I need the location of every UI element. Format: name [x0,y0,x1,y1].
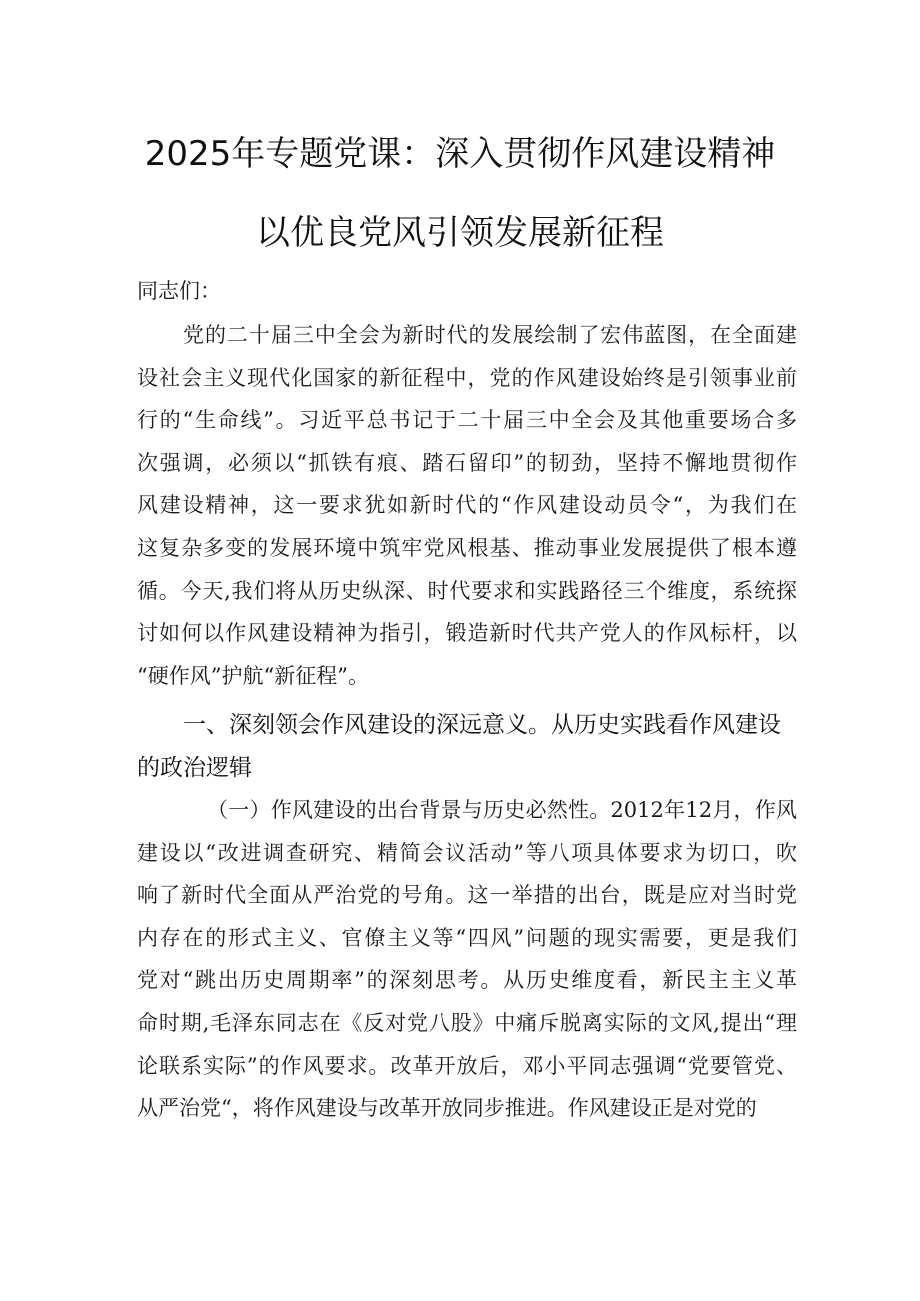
paragraph-line: 响了新时代全面从严治党的号角。这一举措的出台，既是应对当时党 [137,883,797,908]
document-title-line-1: 2025年专题党课：深入贯彻作风建设精神 [144,134,776,174]
paragraph-line: 从严治党“，将作风建设与改革开放同步推进。作风建设正是对党的 [137,1096,757,1121]
paragraph-line: （一）作风建设的出台背景与历史必然性。2012年12月，作风 [207,798,797,822]
section-heading-1 [137,704,797,790]
greeting: 同志们： [137,279,221,303]
paragraph-line: 命时期,毛泽东同志在《反对党八股》中痛斥脱离实际的文风,提出“理 [137,1010,797,1035]
paragraph-line: 次强调，必须以“抓铁有痕、踏石留印”的韧劲，坚持不懈地贯彻作 [137,450,797,475]
paragraph-line: “硬作风”护航“新征程”。 [137,663,369,688]
paragraph-intro [137,314,797,697]
paragraph-line: 风建设精神，这一要求犹如新时代的“作风建设动员令“，为我们在 [137,493,797,518]
heading-line: 的政治逻辑 [137,755,252,781]
paragraph-line: 论联系实际”的作风要求。改革开放后，邓小平同志强调“党要管党、 [137,1053,797,1078]
paragraph-line: 讨如何以作风建设精神为指引，锻造新时代共产党人的作风标杆，以 [137,621,797,646]
paragraph-line: 党对“跳出历史周期率”的深刻思考。从历史维度看，新民主主义革 [137,968,797,993]
document-title-line-2: 以优良党风引领发展新征程 [256,213,664,253]
paragraph-line: 建设以“改进调查研究、精简会议活动”等八项具体要求为切口，吹 [137,840,797,865]
paragraph-line: 循。今天,我们将从历史纵深、时代要求和实践路径三个维度，系统探 [137,578,797,603]
paragraph-line: 内存在的形式主义、官僚主义等“四风”问题的现实需要，更是我们 [137,925,797,950]
heading-line: 一、深刻领会作风建设的深远意义。从历史实践看作风建设 [183,712,781,738]
paragraph-line: 这复杂多变的发展环境中筑牢党风根基、推动事业发展提供了根本遵 [137,535,797,560]
paragraph-section-1-1 [137,789,797,1130]
paragraph-line: 党的二十届三中全会为新时代的发展绘制了宏伟蓝图，在全面建 [183,323,797,347]
paragraph-line: 行的“生命线”。习近平总书记于二十届三中全会及其他重要场合多 [137,408,797,433]
paragraph-line: 设社会主义现代化国家的新征程中，党的作风建设始终是引领事业前 [137,365,797,390]
